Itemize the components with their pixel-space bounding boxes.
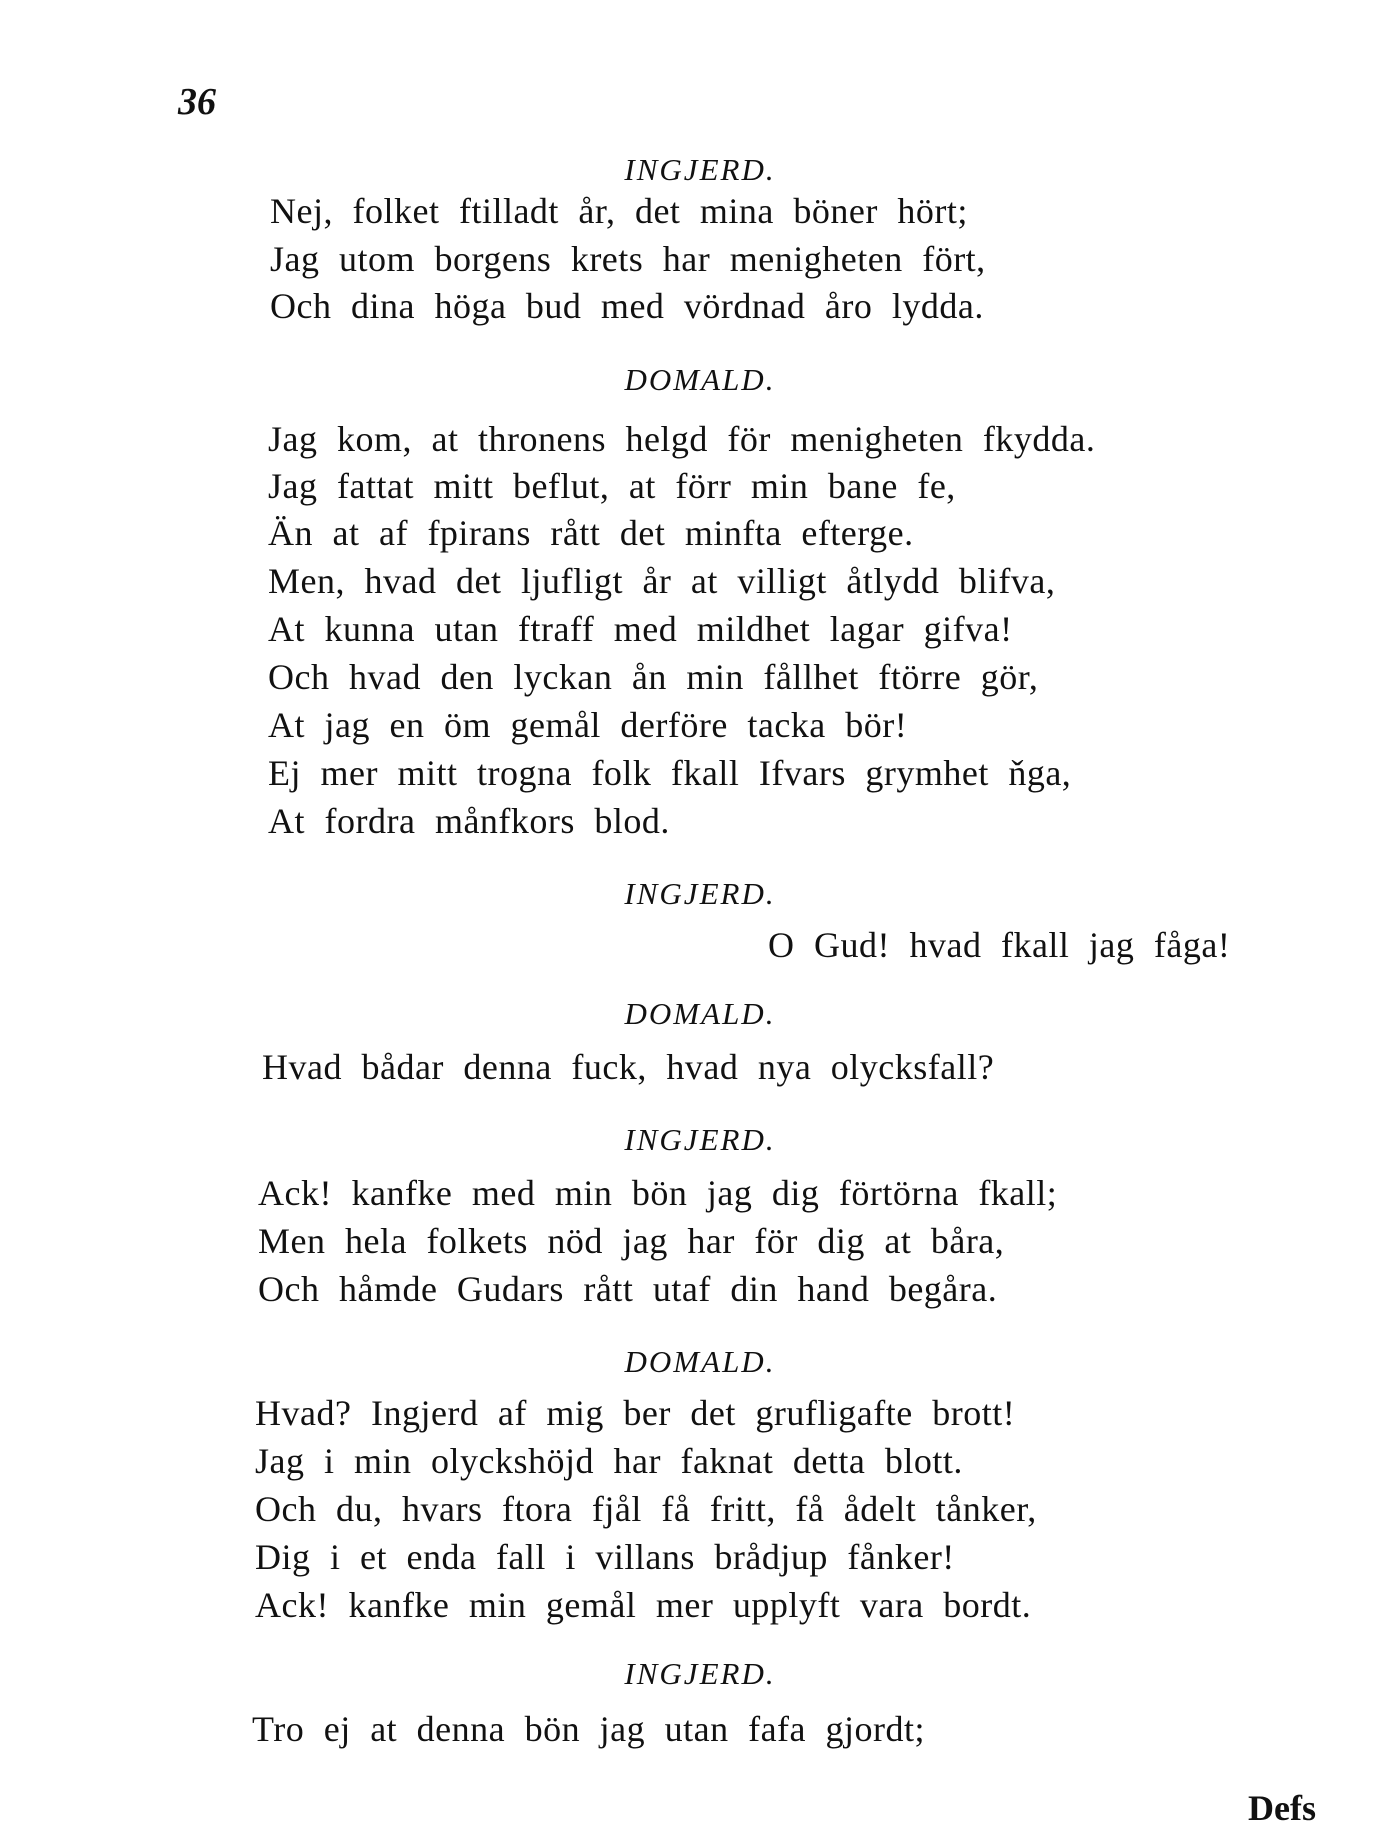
verse-line: Jag utom borgens krets har menigheten fört, bbox=[270, 239, 986, 279]
speaker-heading: INGJERD. bbox=[624, 1122, 776, 1157]
speaker-heading: INGJERD. bbox=[624, 1656, 776, 1691]
verse-line: At kunna utan ftraff med mildhet lagar gifva! bbox=[268, 609, 1013, 649]
verse-line: Och du, hvars ftora fjål få fritt, få ådelt tånker, bbox=[255, 1489, 1037, 1529]
verse-line: O Gud! hvad fkall jag fåga! bbox=[768, 925, 1231, 965]
verse-line: Ack! kanfke med min bön jag dig förtörna fkall; bbox=[258, 1173, 1058, 1213]
verse-line: Hvad bådar denna fuck, hvad nya olycksfall? bbox=[262, 1047, 995, 1087]
verse-line: Hvad? Ingjerd af mig ber det grufligafte brott! bbox=[255, 1393, 1016, 1433]
verse-line: Och dina höga bud med vördnad åro lydda. bbox=[270, 286, 984, 326]
verse-line: Ack! kanfke min gemål mer upplyft vara bordt. bbox=[255, 1585, 1032, 1625]
verse-line: Nej, folket ftilladt år, det mina böner hört; bbox=[270, 191, 968, 231]
speaker-heading: DOMALD. bbox=[624, 996, 776, 1031]
verse-line: Och hvad den lyckan ån min fållhet ftörre gör, bbox=[268, 657, 1039, 697]
speaker-heading: INGJERD. bbox=[624, 152, 776, 187]
speaker-heading: DOMALD. bbox=[624, 362, 776, 397]
verse-line: Jag i min olyckshöjd har faknat detta blott. bbox=[255, 1441, 963, 1481]
catchword: Defs bbox=[1248, 1788, 1316, 1828]
verse-line: Men, hvad det ljufligt år at villigt åtlydd blifva, bbox=[268, 561, 1056, 601]
verse-line: Men hela folkets nöd jag har för dig at båra, bbox=[258, 1221, 1005, 1261]
verse-line: At fordra månfkors blod. bbox=[268, 801, 670, 841]
verse-line: Ej mer mitt trogna folk fkall Ifvars grymhet ňga, bbox=[268, 753, 1072, 793]
verse-line: Och håmde Gudars rått utaf din hand begåra. bbox=[258, 1269, 998, 1309]
verse-line: Tro ej at denna bön jag utan fafa gjordt; bbox=[252, 1709, 926, 1749]
verse-line: At jag en öm gemål derföre tacka bör! bbox=[268, 705, 908, 745]
speaker-heading: INGJERD. bbox=[624, 876, 776, 911]
verse-line: Jag fattat mitt beflut, at förr min bane fe, bbox=[268, 466, 956, 506]
verse-line: Jag kom, at thronens helgd för menigheten fkydda. bbox=[268, 419, 1096, 459]
speaker-heading: DOMALD. bbox=[624, 1344, 776, 1379]
verse-line: Dig i et enda fall i villans brådjup fånker! bbox=[255, 1537, 955, 1577]
page-number: 36 bbox=[178, 81, 216, 123]
verse-line: Än at af fpirans rått det minfta efterge. bbox=[268, 513, 914, 553]
